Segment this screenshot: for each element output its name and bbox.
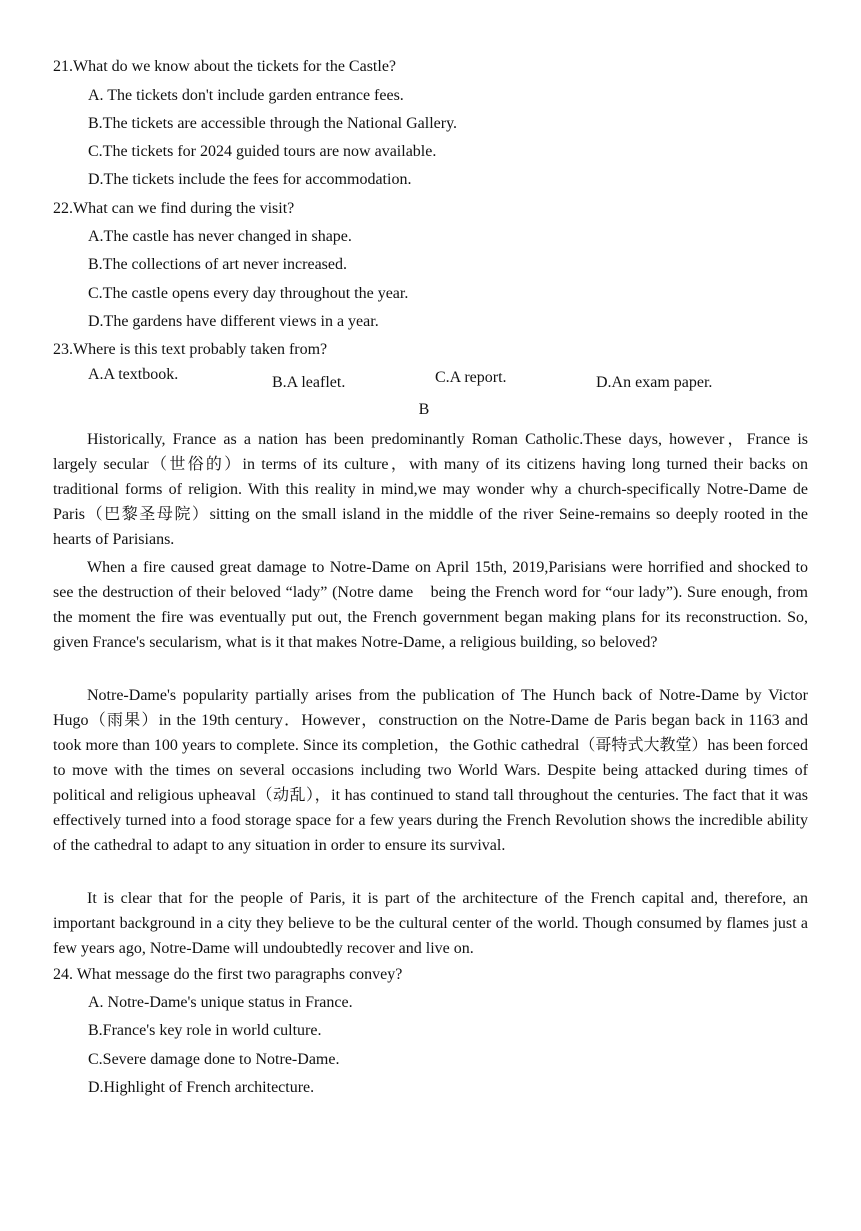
question-21-option-c: C.The tickets for 2024 guided tours are now available. [88,143,437,160]
question-24-option-a: A. Notre-Dame's unique status in France. [88,994,353,1011]
question-24-option-d: D.Highlight of French architecture. [88,1079,315,1096]
passage-paragraph-1: Historically, France as a nation has been predominantly Roman Catholic.These days, however，France is largely secular（世俗的）in terms of its culture，with many of its citizens having long turned their backs on traditional forms of religion. With this reality in mind,we may wonder why a church-specifically Notre-Dame de Paris（巴黎圣母院）sitting on the small island in the middle of the river Seine-remains so deeply rooted in the hearts of Parisians. [53,431,808,548]
question-23-option-a: A.A textbook. [88,366,179,383]
question-24-option-b: B.France's key role in world culture. [88,1022,322,1039]
passage-paragraph-4: It is clear that for the people of Paris, it is part of the architecture of the French capital and, therefore, an important background in a city they believe to be the cultural center of the world. Though consumed by flames just a few years ago, Notre-Dame will undoubtedly recover and live on. [53,890,808,957]
question-23-option-c: C.A report. [435,369,507,386]
question-24-option-c: C.Severe damage done to Notre-Dame. [88,1051,340,1068]
passage-paragraph-2: When a fire caused great damage to Notre-Dame on April 15th, 2019,Parisians were horrified and shocked to see the destruction of their beloved “lady” (Notre dame being the French word for “our lady”). Sure enough, from the moment the fire was eventually put out, the French government began making plans for its reconstruction. So, given France's secularism, what is it that makes Notre-Dame, a religious building, so beloved? [53,559,808,651]
question-23-option-d: D.An exam paper. [596,374,713,391]
question-24-stem: 24. What message do the first two paragraphs convey? [53,966,403,983]
question-22-option-a: A.The castle has never changed in shape. [88,228,352,245]
question-21-option-a: A. The tickets don't include garden entrance fees. [88,87,404,104]
question-22-stem: 22.What can we find during the visit? [53,200,295,217]
question-22-option-b: B.The collections of art never increased. [88,256,347,273]
passage-paragraph-3: Notre-Dame's popularity partially arises from the publication of The Hunch back of Notre-Dame by Victor Hugo（雨果）in the 19th century．However，construction on the Notre-Dame de Paris began back in 1163 and took more than 100 years to complete. Since its completion，the Gothic cathedral（哥特式大教堂）has been forced to move with the times on several occasions including two World Wars. Despite being attacked during times of political and religious upheaval（动乱），it has continued to stand tall throughout the centuries. The fact that it was effectively turned into a food storage space for a few years during the French Revolution shows the incredible ability of the cathedral to adapt to any situation in order to ensure its survival. [53,687,808,854]
question-21-option-b: B.The tickets are accessible through the National Gallery. [88,115,458,132]
question-21-stem: 21.What do we know about the tickets for the Castle? [53,58,397,75]
question-23-option-b: B.A leaflet. [272,374,346,391]
question-22-option-c: C.The castle opens every day throughout the year. [88,285,409,302]
section-label: B [418,401,430,418]
question-21-option-d: D.The tickets include the fees for accommodation. [88,171,412,188]
question-22-option-d: D.The gardens have different views in a year. [88,313,379,330]
question-23-stem: 23.Where is this text probably taken from? [53,341,328,358]
